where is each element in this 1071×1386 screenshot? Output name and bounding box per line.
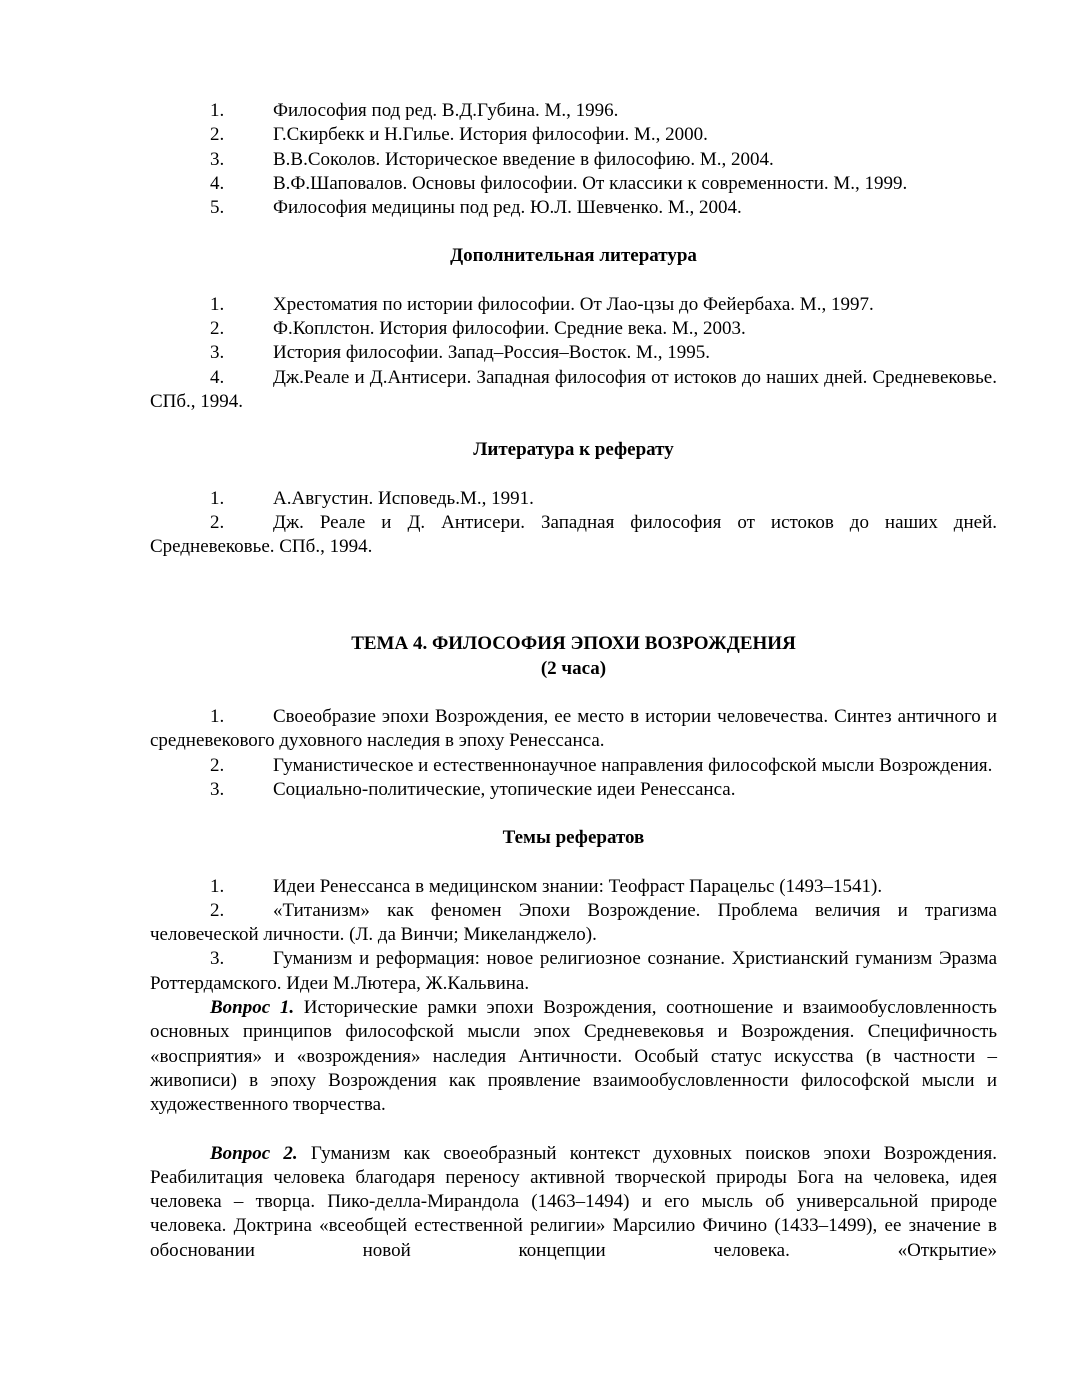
list-text: Социально-политические, утопические идеи Ренессанса. xyxy=(273,778,736,800)
list-item: 4. Дж.Реале и Д.Антисери. Западная философия от истоков до наших дней. Средневековье. СПб., 1994. xyxy=(150,366,997,412)
list-text: Своеобразие эпохи Возрождения, ее место в истории человечества. Синтез античного и средневекового духовного наследия в эпоху Ренессанса. xyxy=(150,706,997,752)
list-text: Гуманизм и реформация: новое религиозное сознание. Христианский гуманизм Эразма Роттердамского. Идеи М.Лютера, Ж.Кальвина. xyxy=(150,948,997,994)
list-number: 1. xyxy=(210,100,225,121)
essay-topics-list xyxy=(150,875,997,996)
question-text: Гуманизм как своеобразный контекст духовных поисков эпохи Возрождения. Реабилитация человека благодаря переносу активной творческой природы Бога на человека, идея человека – творца. Пико-делла-Мирандола (1463–1494) и его мысль об универсальной природе человека. Доктрина «всеобщей естественной религии» Марсилио Фичино (1433–1499), ее значение в обосновании новой концепции человека. «Открытие» xyxy=(150,1142,997,1261)
essay-literature-list xyxy=(150,487,997,560)
topic-questions-list xyxy=(150,705,997,802)
question-paragraph xyxy=(150,1142,997,1263)
list-number: 3. xyxy=(210,148,225,170)
list-text: Хрестоматия по истории философии. От Лао-цзы до Фейербаха. М., 1997. xyxy=(273,293,874,315)
topic-title: ТЕМА 4. ФИЛОСОФИЯ ЭПОХИ ВОЗРОЖДЕНИЯ xyxy=(351,633,796,655)
list-text: Идеи Ренессанса в медицинском знании: Теофраст Парацельс (1493–1541). xyxy=(273,875,883,897)
list-text: Философия медицины под ред. Ю.Л. Шевченко. М., 2004. xyxy=(273,197,742,219)
list-item xyxy=(150,778,997,802)
additional-literature-heading: Дополнительная литература xyxy=(450,245,697,267)
list-text: Философия под ред. В.Д.Губина. М., 1996. xyxy=(273,100,619,121)
list-number: 4. xyxy=(210,172,225,194)
list-text: А.Августин. Исповедь.М., 1991. xyxy=(273,487,534,509)
list-item: 2. «Титанизм» как феномен Эпохи Возрождение. Проблема величия и трагизма человеческой личности. (Л. да Винчи; Микеланджело). xyxy=(150,899,997,946)
list-text: Г.Скирбекк и Н.Гилье. История философии. М., 2000. xyxy=(273,124,708,146)
list-text: В.В.Соколов. Историческое введение в философию. М., 2004. xyxy=(273,148,774,170)
essay-topics-heading: Темы рефератов xyxy=(502,827,645,849)
topic-hours: (2 часа) xyxy=(540,657,607,679)
list-text: Дж. Реале и Д. Антисери. Западная философия от истоков до наших дней. Средневековье. СПб., 1994. xyxy=(150,511,997,558)
question-text: Исторические рамки эпохи Возрождения, соотношение и взаимообусловленность основных принципов философской мысли эпох Средневековья и Возрождения. Специфичность «восприятия» и «возрождения» наследия Античности. Особый статус искусства (в частности – живописи) в эпоху Возрождения как проявление взаимообусловленности философской мысли и художественного творчества. xyxy=(150,997,997,1116)
list-item xyxy=(150,148,997,172)
list-number: 1. xyxy=(210,293,225,315)
list-item xyxy=(150,317,997,341)
list-item xyxy=(150,99,997,123)
list-item: 3. Гуманизм и реформация: новое религиозное сознание. Христианский гуманизм Эразма Роттердамского. Идеи М.Лютера, Ж.Кальвина. xyxy=(150,948,997,994)
list-number: 2. xyxy=(210,124,225,146)
list-item: 2. Дж. Реале и Д. Антисери. Западная философия от истоков до наших дней. Средневековье. СПб., 1994. xyxy=(150,511,997,558)
list-item xyxy=(150,487,997,511)
list-number: 3. xyxy=(210,778,225,800)
list-number: 1. xyxy=(210,487,225,509)
list-item xyxy=(150,341,997,365)
list-item xyxy=(150,293,997,317)
question-label: Вопрос 1. xyxy=(210,997,295,1019)
list-text: Ф.Коплстон. История философии. Средние века. М., 2003. xyxy=(273,318,746,340)
list-item xyxy=(150,875,997,899)
list-text: История философии. Запад–Россия–Восток. М., 1995. xyxy=(273,342,710,364)
main-literature-list xyxy=(150,99,997,220)
list-number: 3. xyxy=(210,342,225,364)
list-item: 2. Гуманистическое и естественнонаучное направления философской мысли Возрождения. xyxy=(210,754,993,776)
list-text: Гуманистическое и естественнонаучное направления философской мысли Возрождения. xyxy=(273,754,993,776)
list-item: 1. Своеобразие эпохи Возрождения, ее место в истории человечества. Синтез античного и средневекового духовного наследия в эпоху Ренессанса. xyxy=(150,706,997,752)
list-item xyxy=(150,123,997,147)
list-text: «Титанизм» как феномен Эпохи Возрождение. Проблема величия и трагизма человеческой личности. (Л. да Винчи; Микеланджело). xyxy=(150,899,997,946)
question-paragraph xyxy=(150,996,997,1117)
list-item xyxy=(150,196,997,220)
essay-literature-heading: Литература к реферату xyxy=(473,439,674,461)
list-number: 5. xyxy=(210,197,225,219)
list-text: Дж.Реале и Д.Антисери. Западная философия от истоков до наших дней. Средневековье. СПб., 1994. xyxy=(150,366,997,412)
additional-literature-list xyxy=(150,293,997,414)
list-text: В.Ф.Шаповалов. Основы философии. От классики к современности. М., 1999. xyxy=(273,172,908,194)
list-number: 1. xyxy=(210,875,225,897)
document-page xyxy=(150,99,997,1263)
question-label: Вопрос 2. xyxy=(210,1142,298,1164)
list-item xyxy=(150,172,997,196)
list-number: 2. xyxy=(210,318,225,340)
